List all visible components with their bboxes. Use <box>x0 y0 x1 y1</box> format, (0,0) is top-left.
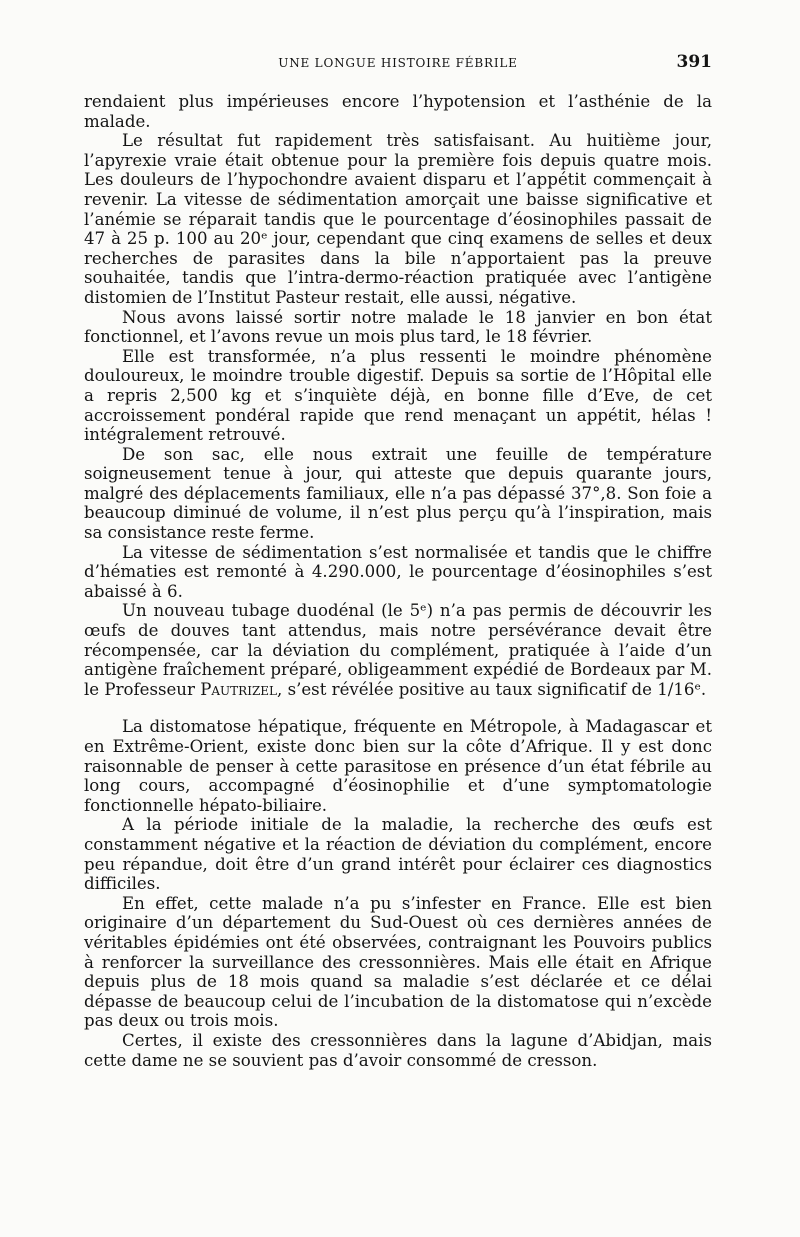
paragraph-10: En effet, cette malade n’a pu s’infester en France. Elle est bien originaire d’un département du Sud-Ouest où ces dernières années de véritables épidémies ont été observées, contraignant les Pouvoirs publics à renforcer la surveillance des cressonnières. Mais elle était en Afrique depuis plus de 18 mois quand sa maladie s’est déclarée et ce délai dépasse de beaucoup celui de l’incubation de la distomatose qui n’excède pas deux ou trois mois. <box>84 893 712 1031</box>
paragraph-2: Le résultat fut rapidement très satisfaisant. Au huitième jour, l’apyrexie vraie était obtenue pour la première fois depuis quatre mois. Les douleurs de l’hypochondre avaient disparu et l’appétit commençait à revenir. La vitesse de sédimentation amorçait une baisse significative et l’anémie se réparait tandis que le pourcentage d’éosinophiles passait de 47 à 25 p. 100 au 20ᵉ jour, cependant que cinq examens de selles et deux recherches de parasites dans la bile n’apportaient pas la preuve souhaitée, tandis que l’intra-dermo-réaction pratiquée avec l’antigène distomien de l’Institut Pasteur restait, elle aussi, négative. <box>84 131 712 307</box>
paragraph-3: Nous avons laissé sortir notre malade le 18 janvier en bon état fonctionnel, et l’avons revue un mois plus tard, le 18 février. <box>84 307 712 347</box>
paragraph-7-text-a: Un nouveau tubage duodénal (le 5ᵉ) n’a pas permis de découvrir les œufs de douves tant attendus, mais notre persévérance devait être récompensée, car la déviation du complément, pratiquée à l’aide d’un antigène fraîchement préparé, obligeamment expédié de Bordeaux par M. le Professeur <box>84 601 712 699</box>
paragraph-5: De son sac, elle nous extrait une feuille de température soigneusement tenue à jour, qui atteste que depuis quarante jours, malgré des déplacements familiaux, elle n’a pas dépassé 37°,8. Son foie a beaucoup diminué de volume, il n’est plus perçu qu’à l’inspiration, mais sa consistance reste ferme. <box>84 444 712 543</box>
paragraph-11: Certes, il existe des cressonnières dans la lagune d’Abidjan, mais cette dame ne se souvient pas d’avoir consommé de cresson. <box>84 1030 712 1070</box>
running-title: UNE LONGUE HISTOIRE FÉBRILE <box>278 56 518 70</box>
paragraph-8: La distomatose hépatique, fréquente en Métropole, à Madagascar et en Extrême-Orient, existe donc bien sur la côte d’Afrique. Il y est donc raisonnable de penser à cette parasitose en présence d’un état fébrile au long cours, accompagné d’éosinophilie et d’une symptomatologie fonctionnelle hépato-biliaire. <box>84 717 712 815</box>
running-header <box>84 52 712 78</box>
paragraph-4: Elle est transformée, n’a plus ressenti le moindre phénomène douloureux, le moindre trouble digestif. Depuis sa sortie de l’Hôpital elle a repris 2,500 kg et s’inquiète déjà, en bonne fille d’Eve, de cet accroissement pondéral rapide que rend menaçant un appétit, hélas ! intégralement retrouvé. <box>84 346 712 445</box>
paragraph-6: La vitesse de sédimentation s’est normalisée et tandis que le chiffre d’hématies est remonté à 4.290.000, le pourcentage d’éosinophiles s’est abaissé à 6. <box>84 542 712 601</box>
paragraph-1: rendaient plus impérieuses encore l’hypotension et l’asthénie de la malade. <box>84 92 712 131</box>
paragraph-7-text-b: , s’est révélée positive au taux significatif de 1/16ᵉ. <box>277 679 707 699</box>
paragraph-9: A la période initiale de la maladie, la recherche des œufs est constamment négative et la réaction de déviation du complément, encore peu répandue, doit être d’un grand intérêt pour éclairer ces diagnostics difficiles. <box>84 815 712 894</box>
document-page <box>84 52 712 1070</box>
author-name: Pautrizel <box>200 679 278 699</box>
paragraph-7 <box>84 601 712 699</box>
body-text <box>84 92 712 1070</box>
page-number: 391 <box>676 52 712 72</box>
